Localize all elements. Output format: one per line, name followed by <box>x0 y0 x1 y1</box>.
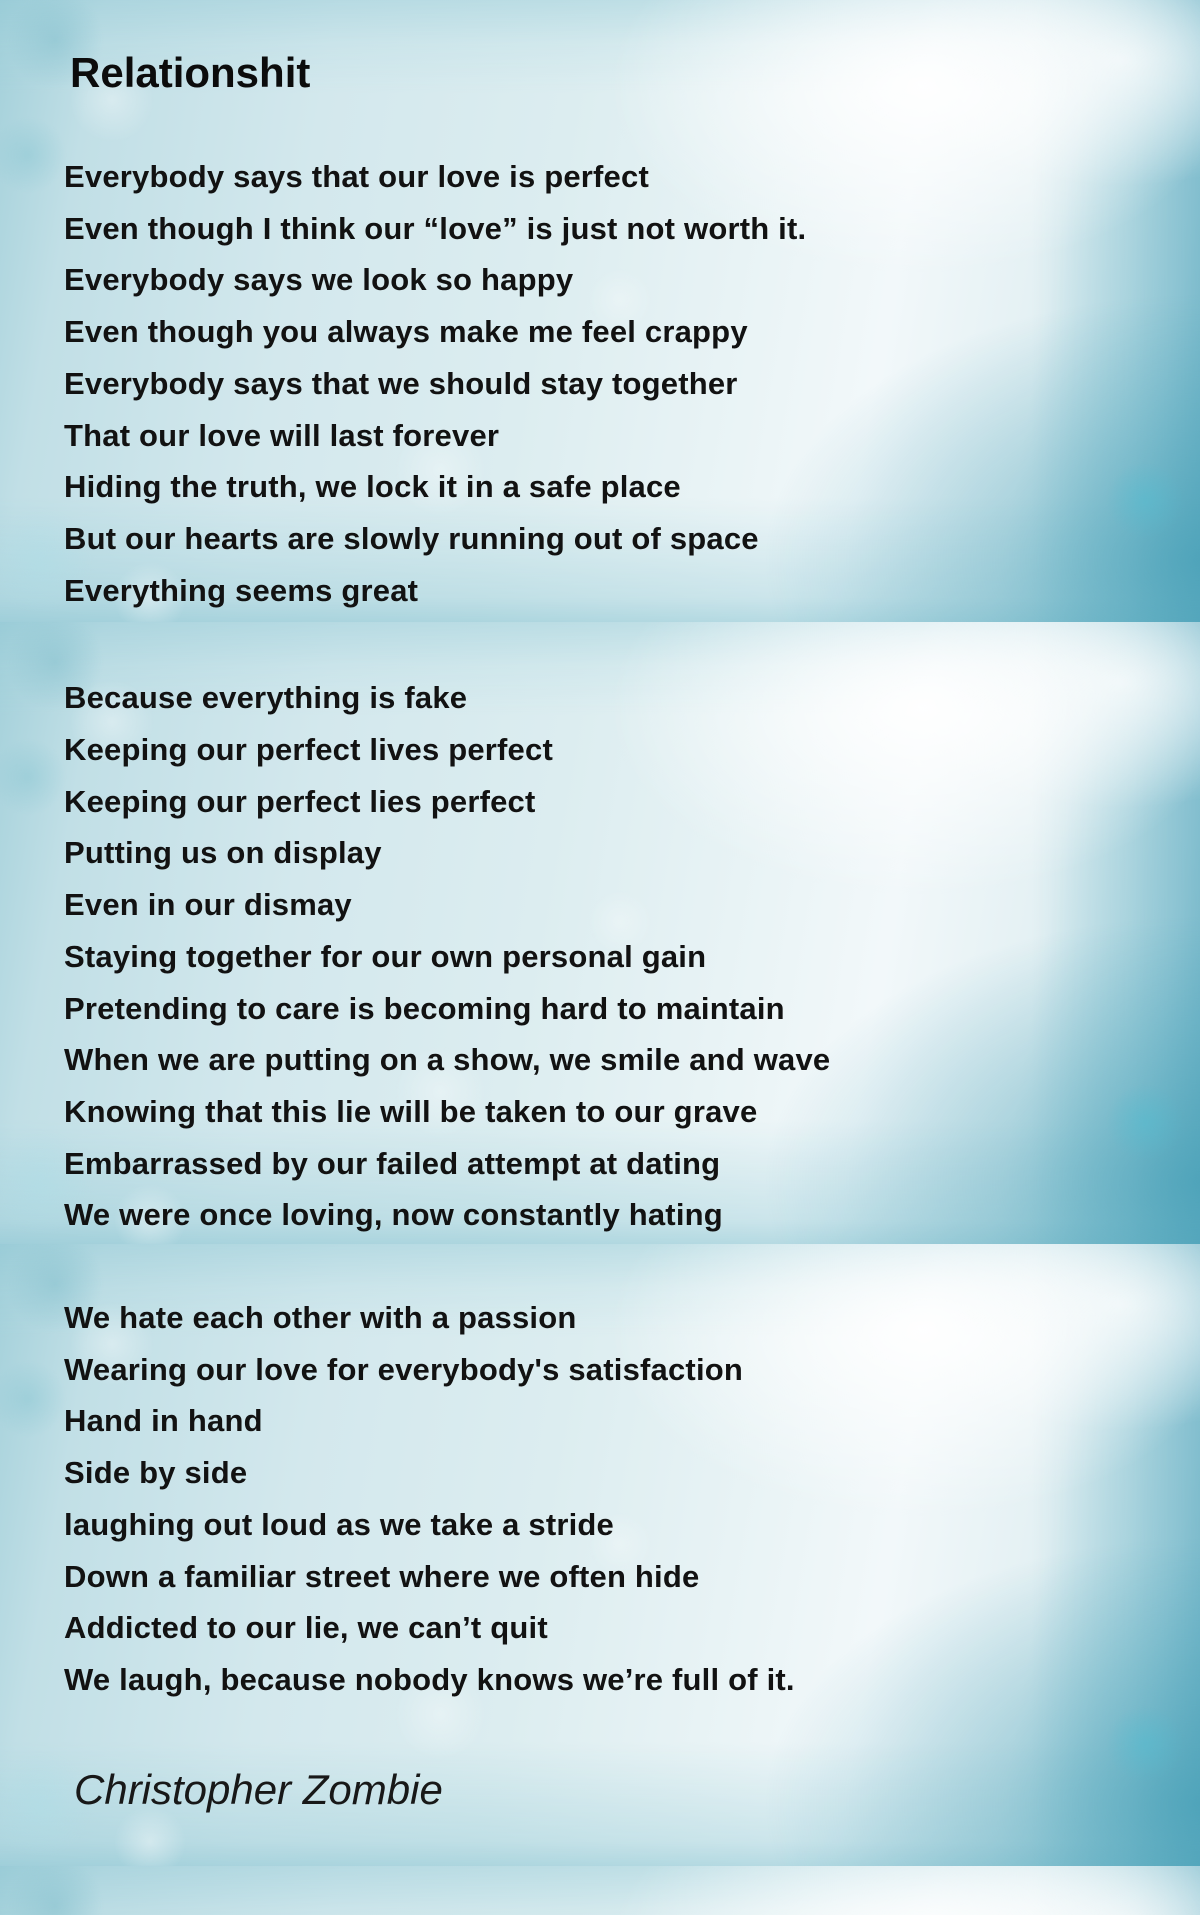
poem-line: Down a familiar street where we often hide <box>64 1558 700 1594</box>
poem-line: Keeping our perfect lives perfect <box>64 732 553 768</box>
poem-line: Wearing our love for everybody's satisfaction <box>64 1351 744 1387</box>
poem-line: laughing out loud as we take a stride <box>64 1506 614 1542</box>
poem-line: Addicted to our lie, we can’t quit <box>64 1610 548 1646</box>
author-name: Christopher Zombie <box>74 1765 443 1813</box>
poem-line: Keeping our perfect lies perfect <box>64 783 536 819</box>
poem-line: Even in our dismay <box>64 887 352 923</box>
poem-line: When we are putting on a show, we smile and wave <box>64 1042 831 1078</box>
poem-line: Hand in hand <box>64 1403 263 1439</box>
poem-line: Everything seems great <box>64 572 419 608</box>
poem-line: Hiding the truth, we lock it in a safe place <box>64 469 681 505</box>
poem-line: Pretending to care is becoming hard to maintain <box>64 990 785 1026</box>
poem-line: We hate each other with a passion <box>64 1300 577 1336</box>
poem-line: Because everything is fake <box>64 680 468 716</box>
poem-line: Everybody says that our love is perfect <box>64 159 649 194</box>
poem-line: We were once loving, now constantly hating <box>64 1197 723 1233</box>
poem-line: We laugh, because nobody knows we’re full of it. <box>64 1661 795 1697</box>
poem-page <box>0 49 1200 1915</box>
poem-line: Everybody says we look so happy <box>64 262 574 298</box>
poem-stanza-3 <box>64 1292 1160 1706</box>
poem-line: Embarrassed by our failed attempt at dating <box>64 1145 721 1181</box>
poem-line: But our hearts are slowly running out of space <box>64 520 759 556</box>
poem-line: Side by side <box>64 1455 248 1491</box>
poem-stanza-1 <box>64 151 1160 616</box>
poem-line: Staying together for our own personal gain <box>64 938 707 974</box>
poem-line: Knowing that this lie will be taken to our grave <box>64 1093 758 1129</box>
poem-line: Everybody says that we should stay together <box>64 365 738 401</box>
poem-line: Even though I think our “love” is just not worth it. <box>64 210 807 246</box>
poem-line: Even though you always make me feel crappy <box>64 314 748 350</box>
poem-stanza-2 <box>64 672 1160 1241</box>
poem-line: Putting us on display <box>64 835 382 871</box>
poem-title: Relationshit <box>70 49 311 96</box>
poem-line: That our love will last forever <box>64 417 500 453</box>
